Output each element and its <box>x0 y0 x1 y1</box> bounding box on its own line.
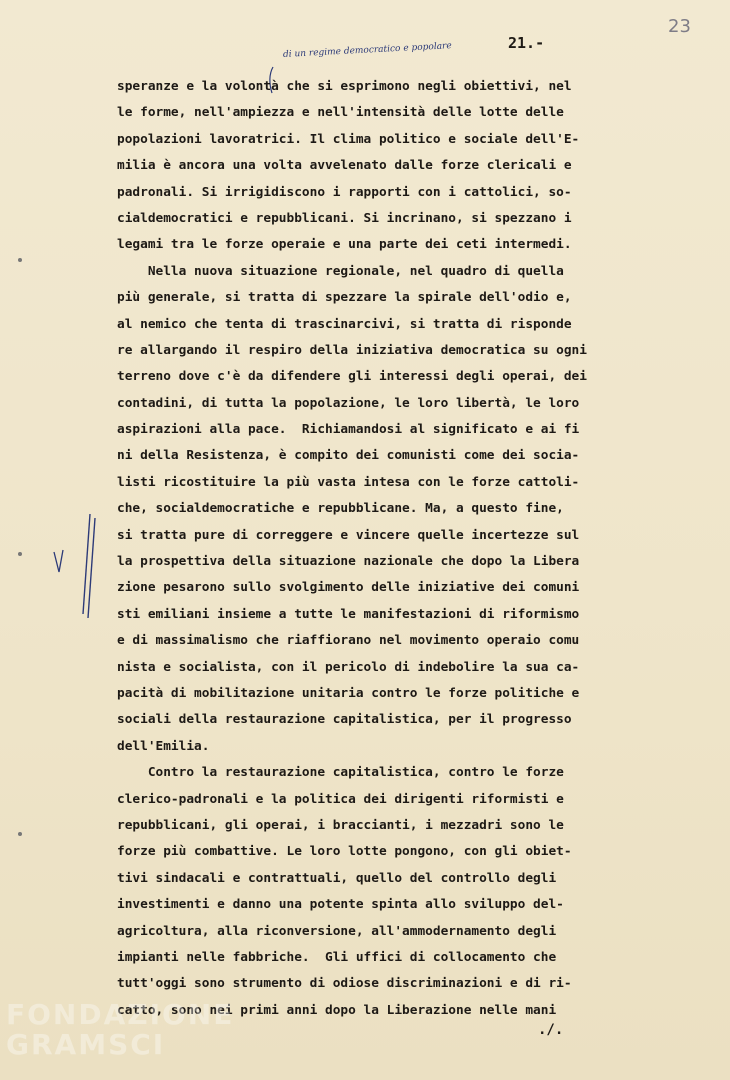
continuation-mark: ./. <box>538 1022 564 1038</box>
text-line: pacità di mobilitazione unitaria contro le forze politiche e <box>117 685 580 701</box>
text-line: zione pesarono sullo svolgimento delle iniziative dei comuni <box>117 580 580 596</box>
margin-annotation-marks <box>50 510 100 620</box>
text-line: agricoltura, alla riconversione, all'ammodernamento degli <box>117 923 557 939</box>
text-line: speranze e la volontà che si esprimono negli obiettivi, nel <box>117 79 572 94</box>
text-line: Contro la restaurazione capitalistica, contro le forze <box>117 765 564 781</box>
binding-hole-mark <box>18 552 22 556</box>
watermark-line: GRAMSCI <box>6 1028 166 1061</box>
text-line: Nella nuova situazione regionale, nel quadro di quella <box>117 263 564 279</box>
text-line: listi ricostituire la più vasta intesa con le forze cattoli- <box>117 474 580 490</box>
text-line: nista e socialista, con il pericolo di indebolire la sua ca- <box>117 659 580 675</box>
text-line: aspirazioni alla pace. Richiamandosi al significato e ai fi <box>117 422 580 438</box>
text-line: forze più combattive. Le loro lotte pongono, con gli obiet- <box>117 844 572 860</box>
text-line: più generale, si tratta di spezzare la spirale dell'odio e, <box>117 290 572 306</box>
text-line: impianti nelle fabbriche. Gli uffici di collocamento che <box>117 949 557 965</box>
text-line: milia è ancora una volta avvelenato dalle forze clericali e <box>117 158 572 174</box>
text-line: ni della Resistenza, è compito dei comunisti come dei socia- <box>117 448 580 464</box>
handwritten-insertion: di un regime democratico e popolare <box>282 41 452 60</box>
text-line: sociali della restaurazione capitalistica, per il progresso <box>117 712 572 728</box>
archive-watermark <box>6 1000 234 1060</box>
text-line: e di massimalismo che riaffiorano nel movimento operaio comu <box>117 633 580 649</box>
archive-number: 23 <box>668 16 691 37</box>
text-line: contadini, di tutta la popolazione, le loro libertà, le loro <box>117 395 580 411</box>
page-number: 21.- <box>508 34 545 52</box>
text-line: investimenti e danno una potente spinta allo sviluppo del- <box>117 897 564 913</box>
typed-body-text <box>117 74 677 1024</box>
text-line: dell'Emilia. <box>117 738 210 754</box>
text-line: cialdemocratici e repubblicani. Si incrinano, si spezzano i <box>117 210 572 226</box>
text-line: clerico-padronali e la politica dei dirigenti riformisti e <box>117 791 564 807</box>
text-line: al nemico che tenta di trascinarcivi, si tratta di risponde <box>117 316 572 332</box>
watermark-line: FONDAZIONE <box>6 998 235 1031</box>
text-line: la prospettiva della situazione nazionale che dopo la Libera <box>117 554 580 570</box>
text-line: re allargando il respiro della iniziativa democratica su ogni <box>117 342 587 358</box>
text-line: repubblicani, gli operai, i braccianti, i mezzadri sono le <box>117 817 564 833</box>
text-line: si tratta pure di correggere e vincere quelle incertezze sul <box>117 527 580 543</box>
text-line: tivi sindacali e contrattuali, quello del controllo degli <box>117 870 557 886</box>
binding-hole-mark <box>18 258 22 262</box>
binding-hole-mark <box>18 832 22 836</box>
text-line: sti emiliani insieme a tutte le manifestazioni di riformismo <box>117 606 580 622</box>
text-line: tutt'oggi sono strumento di odiose discriminazioni e di ri- <box>117 976 572 992</box>
text-line: padronali. Si irrigidiscono i rapporti con i cattolici, so- <box>117 184 572 200</box>
text-line: popolazioni lavoratrici. Il clima politico e sociale dell'E- <box>117 131 580 147</box>
text-line: legami tra le forze operaie e una parte dei ceti intermedi. <box>117 237 572 253</box>
text-line: che, socialdemocratiche e repubblicane. Ma, a questo fine, <box>117 501 564 517</box>
text-line: terreno dove c'è da difendere gli interessi degli operai, dei <box>117 369 587 385</box>
text-line: catto, sono nei primi anni dopo la Liberazione nelle mani <box>117 1002 557 1018</box>
text-line: le forme, nell'ampiezza e nell'intensità delle lotte delle <box>117 105 564 121</box>
